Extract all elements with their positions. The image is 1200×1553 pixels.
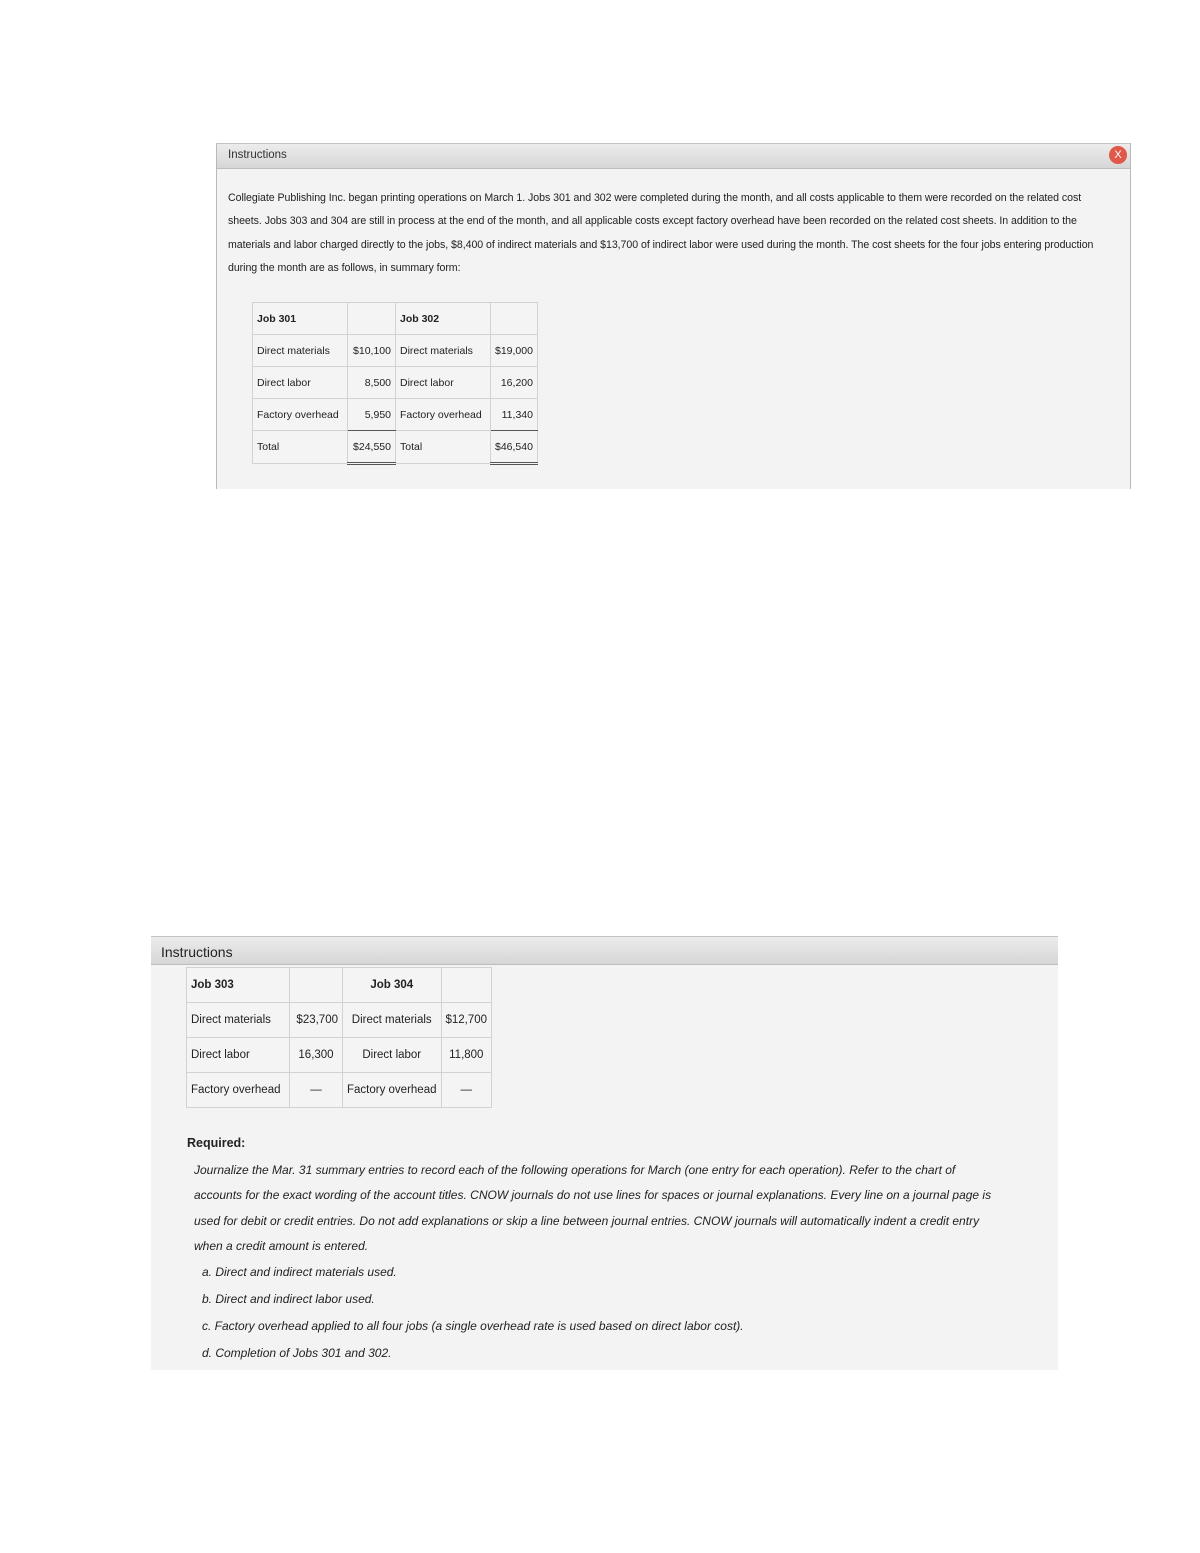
table-row-total	[253, 431, 538, 464]
panel-title: Instructions	[228, 149, 287, 161]
cell-label: Direct labor	[343, 1038, 442, 1073]
cell-value: $19,000	[491, 335, 538, 367]
cell-label: Direct materials	[343, 1003, 442, 1038]
instructions-panel-2	[151, 936, 1058, 1370]
cell-label: Factory overhead	[253, 399, 348, 431]
cell-label: Total	[396, 431, 491, 464]
cell-label: Factory overhead	[187, 1073, 290, 1108]
required-text: Journalize the Mar. 31 summary entries to record each of the following operations for March (one entry for each operation). Refer to the chart of accounts for the exact wording of the account titles. CNOW journals do not use lines for spaces or journal explanations. Every line on a journal page is used for debit or credit entries. Do not add explanations or skip a line between journal entries. CNOW journals will automatically indent a credit entry when a credit amount is entered.	[194, 1163, 992, 1253]
cell-label: Direct labor	[187, 1038, 290, 1073]
header-cell	[290, 968, 343, 1003]
panel-title: Instructions	[161, 944, 233, 960]
cell-label: Direct materials	[187, 1003, 290, 1038]
cell-value: $10,100	[348, 335, 396, 367]
cost-sheet-table-jobs-301-302	[252, 302, 538, 465]
table-header-row	[187, 968, 492, 1003]
instructions-paragraph: Collegiate Publishing Inc. began printing operations on March 1. Jobs 301 and 302 were completed during the month, and all costs applicable to them were recorded on the related cost sheets. Jobs 303 and 304 are still in process at the end of the month, and all applicable costs except factory overhead have been recorded on the related cost sheets. In addition to the materials and labor charged directly to the jobs, $8,400 of indirect materials and $13,700 of indirect labor were used during the month. The cost sheets for the four jobs entering production during the month are as follows, in summary form:	[228, 192, 1094, 274]
table-row	[187, 1073, 492, 1108]
panel-titlebar	[151, 936, 1058, 965]
header-cell: Job 301	[253, 303, 348, 335]
cell-value: 5,950	[348, 399, 396, 431]
cell-label: Direct labor	[253, 367, 348, 399]
table-header-row	[253, 303, 538, 335]
required-items-list	[202, 1259, 744, 1367]
header-cell: Job 304	[343, 968, 442, 1003]
cell-value: 8,500	[348, 367, 396, 399]
cell-value: 16,300	[290, 1038, 343, 1073]
instructions-panel-1	[216, 143, 1131, 489]
cell-label: Factory overhead	[343, 1073, 442, 1108]
close-icon[interactable]: X	[1109, 146, 1127, 164]
cell-label: Factory overhead	[396, 399, 491, 431]
header-cell	[441, 968, 492, 1003]
cell-value: 16,200	[491, 367, 538, 399]
panel-titlebar	[217, 143, 1130, 169]
list-item: c. Factory overhead applied to all four jobs (a single overhead rate is used based on direct labor cost).	[202, 1319, 744, 1333]
cell-value: $46,540	[491, 431, 538, 464]
required-heading: Required:	[187, 1136, 246, 1150]
cell-label: Total	[253, 431, 348, 464]
cost-sheet-table-jobs-303-304	[186, 967, 492, 1108]
table-row	[187, 1003, 492, 1038]
cell-label: Direct labor	[396, 367, 491, 399]
cell-label: Direct materials	[396, 335, 491, 367]
cell-value: —	[290, 1073, 343, 1108]
table-row	[253, 335, 538, 367]
cell-value: $24,550	[348, 431, 396, 464]
table-row	[253, 367, 538, 399]
cell-label: Direct materials	[253, 335, 348, 367]
list-item: a. Direct and indirect materials used.	[202, 1265, 397, 1279]
cell-value: 11,340	[491, 399, 538, 431]
header-cell: Job 302	[396, 303, 491, 335]
cell-value: $23,700	[290, 1003, 343, 1038]
cell-value: —	[441, 1073, 492, 1108]
header-cell	[348, 303, 396, 335]
header-cell: Job 303	[187, 968, 290, 1003]
cell-value: 11,800	[441, 1038, 492, 1073]
table-row	[187, 1038, 492, 1073]
table-row	[253, 399, 538, 431]
header-cell	[491, 303, 538, 335]
cell-value: $12,700	[441, 1003, 492, 1038]
list-item: d. Completion of Jobs 301 and 302.	[202, 1346, 392, 1360]
list-item: b. Direct and indirect labor used.	[202, 1292, 375, 1306]
